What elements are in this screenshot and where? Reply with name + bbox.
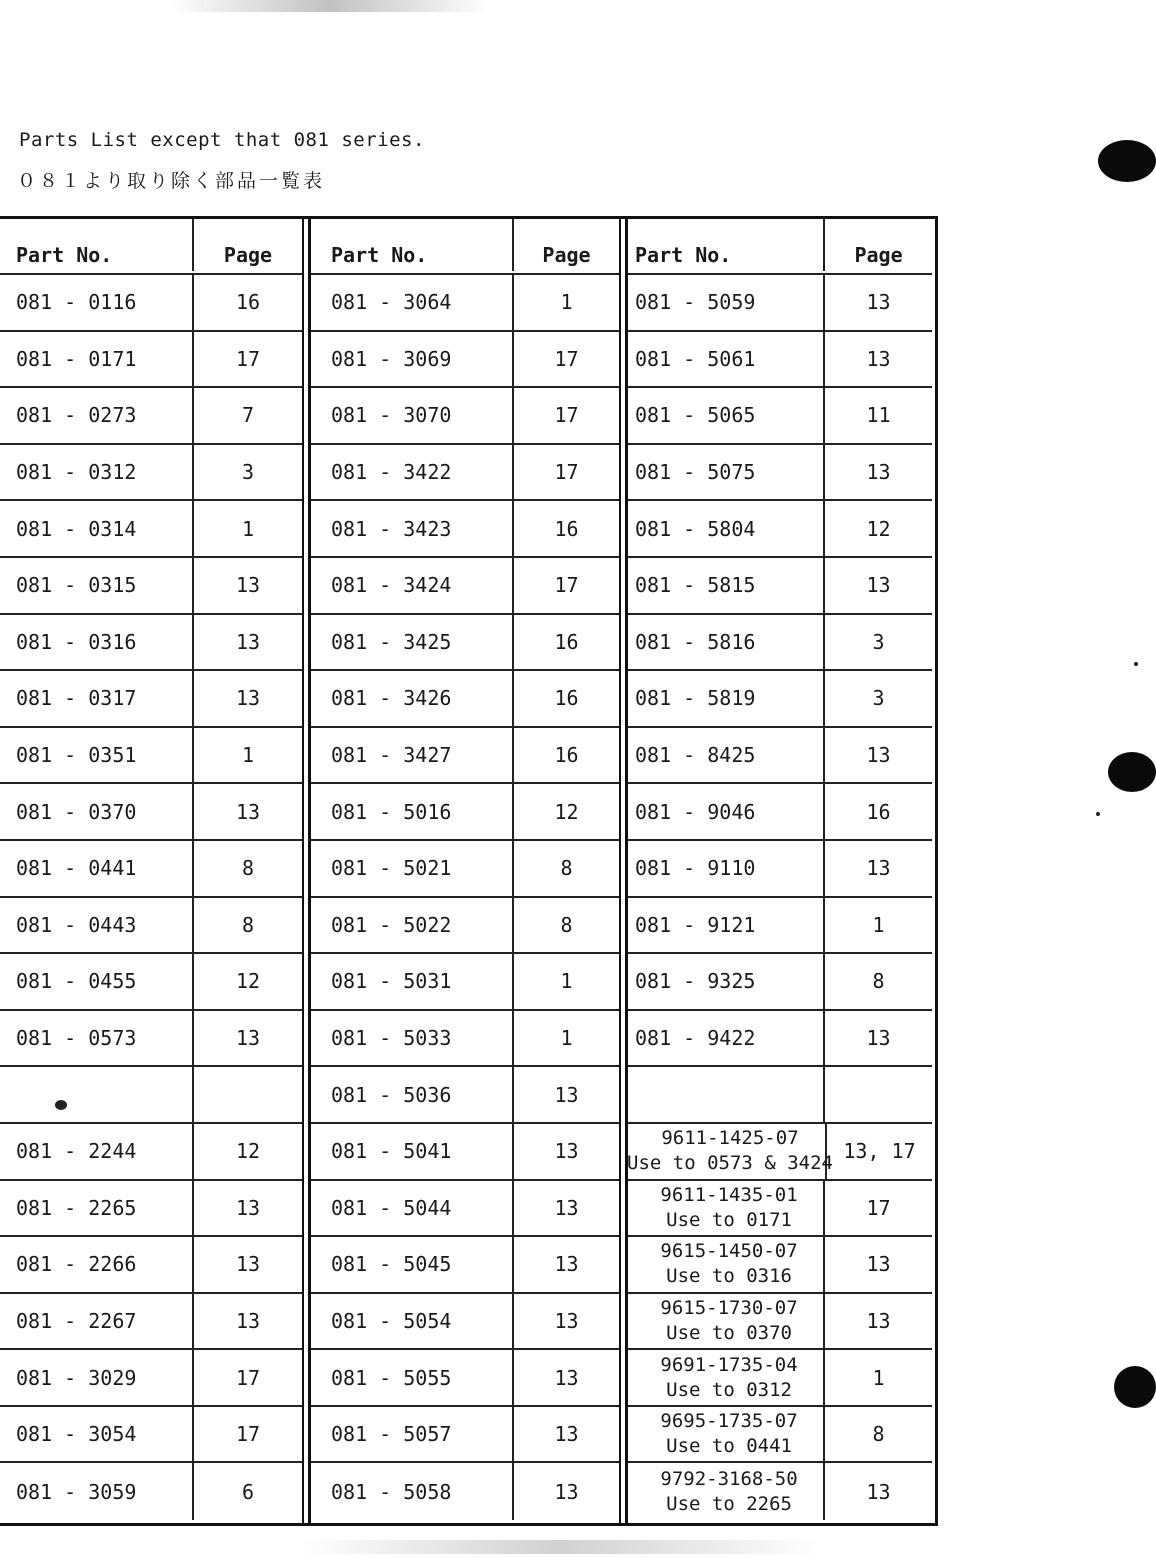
part-number-cell: 081 - 0316 <box>16 629 137 654</box>
table-row <box>628 1237 932 1294</box>
table-row <box>311 1011 619 1068</box>
table-row <box>628 1294 932 1351</box>
part-number: 9695-1735-07 <box>660 1410 798 1433</box>
page-cell: 8 <box>823 954 932 1009</box>
part-number-cell: 081 - 0315 <box>16 573 137 598</box>
page-cell: 16 <box>512 671 619 726</box>
table-row <box>0 1350 302 1407</box>
table-row <box>0 1237 302 1294</box>
table-row <box>628 1011 932 1068</box>
punch-hole <box>1108 752 1156 792</box>
usage-note: Use to 0370 <box>666 1321 792 1344</box>
part-number-cell <box>628 1067 823 1122</box>
table-row <box>311 332 619 389</box>
table-row <box>628 1124 932 1181</box>
header-page: Page <box>823 219 932 271</box>
table-row <box>0 1407 302 1464</box>
page-cell: 17 <box>823 1181 932 1236</box>
table-row <box>0 445 302 502</box>
usage-note: Use to 0171 <box>666 1208 792 1231</box>
page-cell: 1 <box>512 954 619 1009</box>
part-number-cell: 081 - 3064 <box>331 290 452 315</box>
part-number-cell: 081 - 3070 <box>331 403 452 428</box>
table-row <box>628 954 932 1011</box>
part-number-cell: 081 - 5054 <box>331 1308 452 1333</box>
part-number-cell: 081 - 2267 <box>16 1308 137 1333</box>
part-number-cell: 081 - 2265 <box>16 1195 137 1220</box>
page-cell: 13 <box>512 1067 619 1122</box>
table-row <box>311 784 619 841</box>
usage-note: Use to 2265 <box>666 1492 792 1515</box>
page-cell: 13 <box>823 1463 932 1520</box>
part-number-cell: 081 - 0351 <box>16 743 137 768</box>
table-row <box>0 898 302 955</box>
page-cell: 8 <box>512 841 619 896</box>
page-cell: 13 <box>823 1237 932 1292</box>
title-japanese: ０８１より取り除く部品一覧表 <box>17 170 326 192</box>
part-number-cell: 081 - 2244 <box>16 1139 137 1164</box>
page-cell: 13 <box>823 445 932 500</box>
part-number-cell: 081 - 5055 <box>331 1365 452 1390</box>
table-row <box>311 1124 619 1181</box>
page-cell: 16 <box>823 784 932 839</box>
table-row <box>0 332 302 389</box>
part-number-cell <box>628 1463 823 1520</box>
part-number-cell: 081 - 5065 <box>635 403 756 428</box>
part-number-cell: 081 - 5031 <box>331 969 452 994</box>
table-row <box>0 1181 302 1238</box>
table-row <box>628 671 932 728</box>
part-number-cell: 081 - 9046 <box>635 799 756 824</box>
table-row <box>311 728 619 785</box>
table-row <box>311 445 619 502</box>
page-cell: 12 <box>823 501 932 556</box>
part-number-cell <box>628 1237 823 1292</box>
page-cell: 12 <box>192 954 302 1009</box>
page-cell: 11 <box>823 388 932 443</box>
table-row <box>0 784 302 841</box>
table-row <box>0 1011 302 1068</box>
table-row <box>0 1294 302 1351</box>
header-page: Page <box>512 219 619 271</box>
part-number-cell: 081 - 0171 <box>16 346 137 371</box>
table-row <box>628 558 932 615</box>
part-number-cell: 081 - 5021 <box>331 856 452 881</box>
part-number-cell <box>628 1407 823 1462</box>
part-number-cell: 081 - 5061 <box>635 346 756 371</box>
page-cell: 13 <box>823 558 932 613</box>
page-cell: 17 <box>512 332 619 387</box>
page-cell: 13 <box>192 1011 302 1066</box>
part-number-cell: 081 - 0573 <box>16 1026 137 1051</box>
page-cell: 3 <box>192 445 302 500</box>
page-cell <box>192 1067 302 1122</box>
parts-rows <box>628 275 932 1520</box>
part-number-cell: 081 - 0441 <box>16 856 137 881</box>
table-row <box>311 1067 619 1124</box>
page-cell <box>823 1067 932 1122</box>
table-row <box>0 615 302 672</box>
part-number-cell: 081 - 3054 <box>16 1422 137 1447</box>
page-cell: 16 <box>512 615 619 670</box>
table-row <box>628 784 932 841</box>
page-cell: 1 <box>512 275 619 330</box>
table-row <box>0 1124 302 1181</box>
table-row <box>311 1350 619 1407</box>
parts-table <box>0 216 938 1526</box>
part-number-cell <box>0 1067 192 1122</box>
table-row <box>628 1067 932 1124</box>
table-row <box>628 1407 932 1464</box>
page-cell: 12 <box>192 1124 302 1179</box>
part-number-cell: 081 - 8425 <box>635 743 756 768</box>
part-number-cell: 081 - 5045 <box>331 1252 452 1277</box>
page-cell: 8 <box>512 898 619 953</box>
page-cell: 17 <box>192 1407 302 1462</box>
punch-hole <box>1114 1366 1156 1408</box>
part-number-cell: 081 - 5816 <box>635 629 756 654</box>
table-row <box>311 615 619 672</box>
table-row <box>311 1407 619 1464</box>
part-number-cell: 081 - 3427 <box>331 743 452 768</box>
part-number-cell: 081 - 5022 <box>331 912 452 937</box>
column-separator <box>619 219 621 1523</box>
table-row <box>311 954 619 1011</box>
page-cell: 13 <box>512 1463 619 1520</box>
part-number-cell: 081 - 3069 <box>331 346 452 371</box>
parts-column-1 <box>0 219 302 1523</box>
part-number-cell: 081 - 5058 <box>331 1479 452 1504</box>
table-row <box>0 671 302 728</box>
table-row <box>0 954 302 1011</box>
part-number-cell: 081 - 0314 <box>16 516 137 541</box>
page-cell: 16 <box>512 728 619 783</box>
part-number: 9611-1435-01 <box>660 1183 798 1206</box>
page-cell: 17 <box>512 388 619 443</box>
header-page: Page <box>192 219 302 271</box>
part-number-cell: 081 - 5075 <box>635 460 756 485</box>
table-row <box>311 1237 619 1294</box>
table-row <box>628 841 932 898</box>
part-number-cell: 081 - 5815 <box>635 573 756 598</box>
usage-note: Use to 0573 & 3424 <box>627 1152 833 1175</box>
page-cell: 13 <box>512 1407 619 1462</box>
part-number-cell: 081 - 5016 <box>331 799 452 824</box>
table-row <box>311 558 619 615</box>
part-number-cell: 081 - 3426 <box>331 686 452 711</box>
title-english: Parts List except that 081 series. <box>19 129 425 151</box>
page-cell: 13 <box>192 1181 302 1236</box>
part-number-cell: 081 - 3059 <box>16 1479 137 1504</box>
table-row <box>0 275 302 332</box>
table-row <box>311 1181 619 1238</box>
page-cell: 12 <box>512 784 619 839</box>
table-row <box>628 445 932 502</box>
part-number-cell: 081 - 3422 <box>331 460 452 485</box>
usage-note: Use to 0312 <box>666 1378 792 1401</box>
part-number-cell: 081 - 5804 <box>635 516 756 541</box>
part-number: 9611-1425-07 <box>661 1127 799 1150</box>
part-number-cell <box>627 1124 833 1179</box>
table-row <box>0 388 302 445</box>
page-cell: 7 <box>192 388 302 443</box>
ink-speck <box>1134 662 1138 666</box>
table-row <box>311 671 619 728</box>
part-number-cell: 081 - 0455 <box>16 969 137 994</box>
parts-rows <box>311 275 619 1520</box>
part-number-cell: 081 - 5041 <box>331 1139 452 1164</box>
page-cell: 8 <box>823 1407 932 1462</box>
scan-shadow-top <box>170 0 490 12</box>
table-row <box>628 332 932 389</box>
page-cell: 13 <box>512 1350 619 1405</box>
page-cell: 8 <box>192 841 302 896</box>
part-number-cell: 081 - 3029 <box>16 1365 137 1390</box>
page-cell: 13 <box>192 558 302 613</box>
part-number-cell: 081 - 5033 <box>331 1026 452 1051</box>
table-row <box>311 388 619 445</box>
column-separator <box>302 219 304 1523</box>
page-cell: 13 <box>823 1011 932 1066</box>
part-number-cell: 081 - 5057 <box>331 1422 452 1447</box>
page-cell: 13 <box>512 1124 619 1179</box>
page-cell: 8 <box>192 898 302 953</box>
part-number-cell: 081 - 9110 <box>635 856 756 881</box>
part-number-cell: 081 - 0312 <box>16 460 137 485</box>
page-cell: 17 <box>192 332 302 387</box>
parts-rows <box>0 275 302 1520</box>
part-number-cell: 081 - 3424 <box>331 573 452 598</box>
page-cell: 13 <box>823 332 932 387</box>
page-cell: 1 <box>823 898 932 953</box>
table-row <box>0 558 302 615</box>
part-number: 9615-1730-07 <box>660 1296 798 1319</box>
table-row <box>311 841 619 898</box>
page-cell: 13 <box>512 1237 619 1292</box>
parts-column-3 <box>625 219 932 1523</box>
table-row <box>0 1463 302 1520</box>
table-row <box>311 501 619 558</box>
part-number-cell: 081 - 5036 <box>331 1082 452 1107</box>
page-cell: 1 <box>512 1011 619 1066</box>
part-number-cell: 081 - 0273 <box>16 403 137 428</box>
scan-shadow-bottom <box>300 1540 820 1554</box>
page-cell: 13 <box>823 728 932 783</box>
part-number-cell: 081 - 9325 <box>635 969 756 994</box>
table-row <box>311 898 619 955</box>
part-number-cell: 081 - 5044 <box>331 1195 452 1220</box>
part-number-cell: 081 - 0370 <box>16 799 137 824</box>
table-row <box>311 1294 619 1351</box>
header-row <box>0 219 302 275</box>
page-cell: 13 <box>823 1294 932 1349</box>
table-row <box>628 1350 932 1407</box>
part-number-cell: 081 - 0443 <box>16 912 137 937</box>
table-row <box>628 898 932 955</box>
part-number-cell: 081 - 5819 <box>635 686 756 711</box>
page-cell: 1 <box>823 1350 932 1405</box>
table-row <box>0 728 302 785</box>
page-cell: 1 <box>192 501 302 556</box>
header-row <box>628 219 932 275</box>
table-row <box>0 841 302 898</box>
page-cell: 13 <box>512 1294 619 1349</box>
page-cell: 13 <box>192 671 302 726</box>
page-cell: 16 <box>512 501 619 556</box>
part-number: 9691-1735-04 <box>660 1353 798 1376</box>
page-cell: 13 <box>823 275 932 330</box>
table-row <box>628 615 932 672</box>
part-number-cell: 081 - 2266 <box>16 1252 137 1277</box>
table-row <box>311 1463 619 1520</box>
table-row <box>628 728 932 785</box>
part-number-cell: 081 - 3423 <box>331 516 452 541</box>
part-number-cell: 081 - 0116 <box>16 290 137 315</box>
page-cell: 13 <box>823 841 932 896</box>
table-row <box>628 1181 932 1238</box>
table-row <box>628 275 932 332</box>
page-cell: 17 <box>512 445 619 500</box>
page-cell: 16 <box>192 275 302 330</box>
page-cell: 13 <box>512 1181 619 1236</box>
page-cell: 13 <box>192 784 302 839</box>
part-number-cell: 081 - 5059 <box>635 290 756 315</box>
part-number: 9792-3168-50 <box>660 1467 798 1490</box>
part-number-cell: 081 - 9422 <box>635 1026 756 1051</box>
table-row <box>628 1463 932 1520</box>
table-row <box>311 275 619 332</box>
table-row <box>628 501 932 558</box>
part-number-cell <box>628 1294 823 1349</box>
punch-hole <box>1098 140 1156 182</box>
page-cell: 13 <box>192 1294 302 1349</box>
ink-speck <box>1096 812 1100 816</box>
page-cell: 3 <box>823 671 932 726</box>
part-number-cell: 081 - 0317 <box>16 686 137 711</box>
part-number-cell <box>628 1181 823 1236</box>
page-cell: 6 <box>192 1463 302 1520</box>
page-cell: 17 <box>192 1350 302 1405</box>
page-cell: 17 <box>512 558 619 613</box>
header-row <box>311 219 619 275</box>
table-row <box>0 1067 302 1124</box>
usage-note: Use to 0316 <box>666 1265 792 1288</box>
part-number-cell <box>628 1350 823 1405</box>
part-number: 9615-1450-07 <box>660 1240 798 1263</box>
page-cell: 1 <box>192 728 302 783</box>
table-row <box>628 388 932 445</box>
page-cell: 3 <box>823 615 932 670</box>
table-row <box>0 501 302 558</box>
header-part-no: Part No. <box>635 243 732 267</box>
part-number-cell: 081 - 9121 <box>635 912 756 937</box>
header-part-no: Part No. <box>331 243 428 267</box>
header-part-no: Part No. <box>16 243 113 267</box>
part-number-cell: 081 - 3425 <box>331 629 452 654</box>
page-cell: 13, 17 <box>825 1124 932 1179</box>
page-cell: 13 <box>192 615 302 670</box>
page-cell: 13 <box>192 1237 302 1292</box>
parts-column-2 <box>308 219 619 1523</box>
usage-note: Use to 0441 <box>666 1435 792 1458</box>
